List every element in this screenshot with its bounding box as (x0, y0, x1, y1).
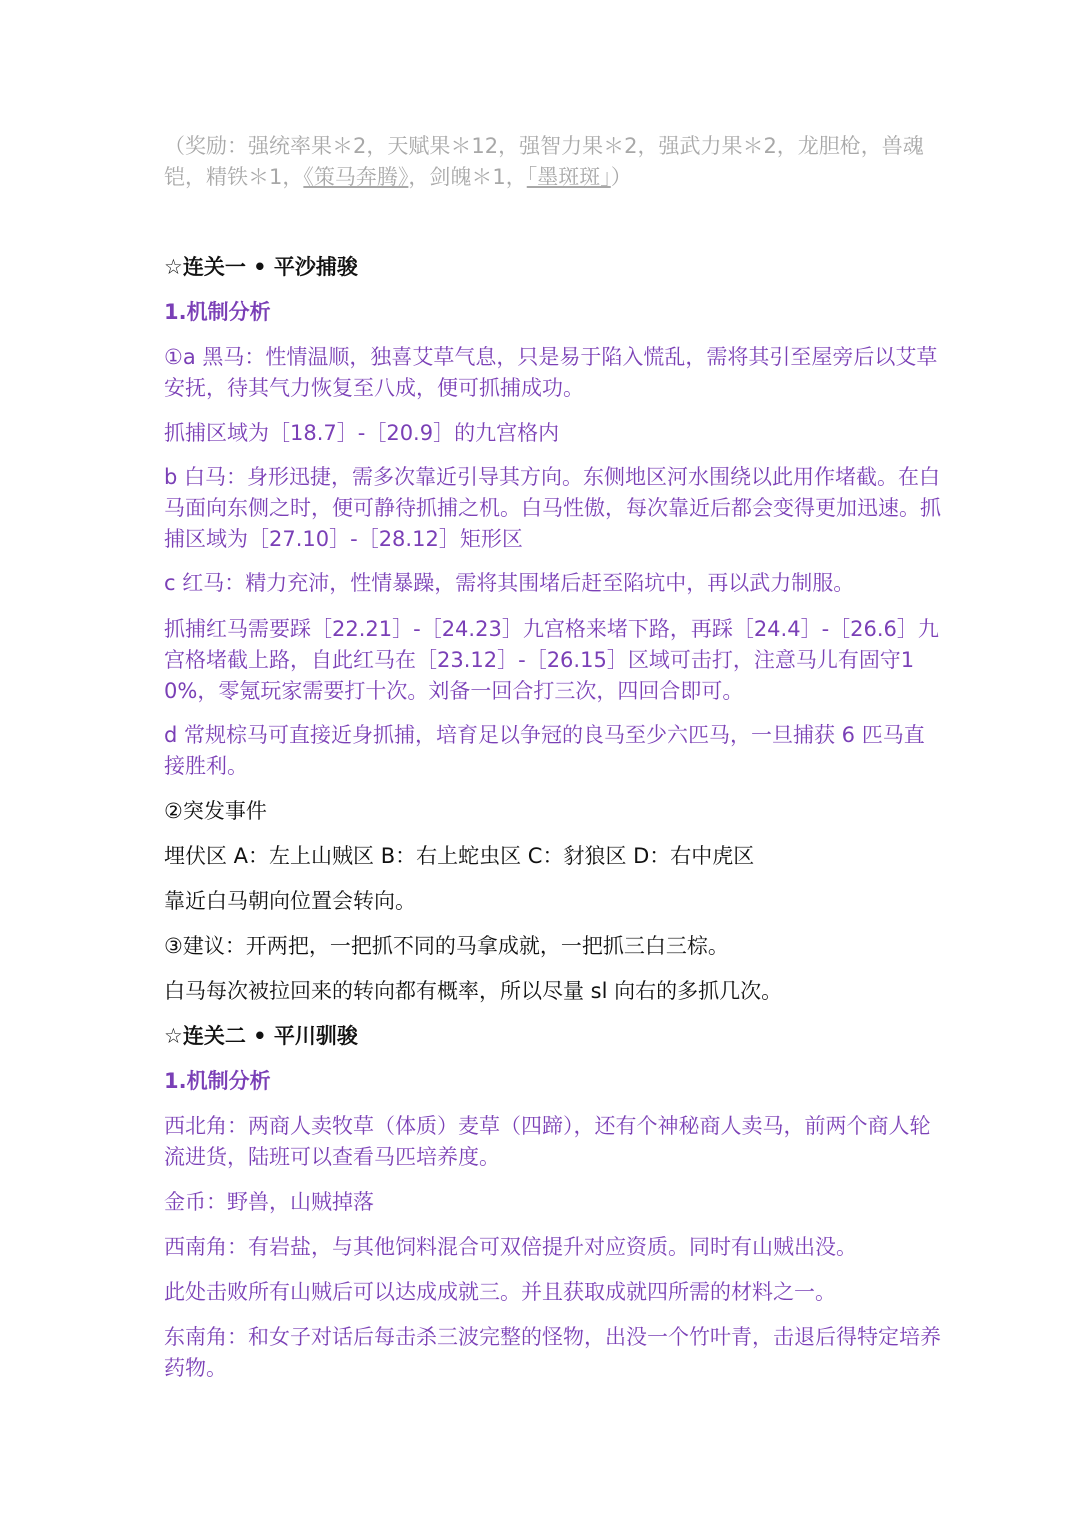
red-horse-detail: 抓捕红马需要踩［22.21］-［24.23］九宫格来堵下路，再踩［24.4］-［26.6］九宫格堵截上路，自此红马在［23.12］-［26.15］区域可击打，注意马儿有固守10%，零氪玩家需要打十次。刘备一回合打三次，四回合即可。 (164, 617, 939, 703)
reward-line (164, 131, 944, 193)
reward-prefix: （奖励：强统率果＊2，天赋果＊12，强智力果＊2，强武力果＊2，龙胆枪，兽魂铠，精铁＊1， (164, 134, 924, 189)
reward-suffix: ） (610, 165, 632, 189)
section1-title: ☆连关一 • 平沙捕骏 (164, 255, 358, 279)
brown-horse-description: d 常规棕马可直接近身抓捕，培育足以争冠的良马至少六匹马，一旦捕获 6 匹马直接胜利。 (164, 723, 925, 778)
white-horse-description: b 白马：身形迅捷，需多次靠近引导其方向。东侧地区河水围绕以此用作堵截。在白马面向东侧之时，便可静待抓捕之机。白马性傲，每次靠近后都会变得更加迅速。抓捕区域为［27.10］-［28.12］矩形区 (164, 465, 941, 551)
reward-mid: ，剑魄＊1， (408, 165, 527, 189)
advice-line-2: 白马每次被拉回来的转向都有概率，所以尽量 sl 向右的多抓几次。 (164, 979, 783, 1003)
southwest-corner: 西南角：有岩盐，与其他饲料混合可双倍提升对应资质。同时有山贼出没。 (164, 1235, 857, 1259)
section1-mechanism-heading: 1.机制分析 (164, 300, 271, 324)
section2-title: ☆连关二 • 平川驯骏 (164, 1024, 358, 1048)
northwest-corner: 西北角：两商人卖牧草（体质）麦草（四蹄），还有个神秘商人卖马，前两个商人轮流进货，陆班可以查看马匹培养度。 (164, 1114, 931, 1169)
southeast-corner: 东南角：和女子对话后每击杀三波完整的怪物，出没一个竹叶青，击退后得特定培养药物。 (164, 1325, 941, 1380)
red-horse-description: c 红马：精力充沛，性情暴躁，需将其围堵后赶至陷坑中，再以武力制服。 (164, 571, 855, 595)
black-horse-description: ①a 黑马：性情温顺，独喜艾草气息，只是易于陷入慌乱，需将其引至屋旁后以艾草安抚，待其气力恢复至八成，便可抓捕成功。 (164, 345, 938, 400)
reward-item-link[interactable]: 「墨斑斑」 (526, 165, 611, 189)
southwest-corner-2: 此处击败所有山贼后可以达成成就三。并且获取成就四所需的材料之一。 (164, 1280, 836, 1304)
black-horse-area: 抓捕区域为［18.7］-［20.9］的九宫格内 (164, 421, 560, 445)
section2-mechanism-heading: 1.机制分析 (164, 1069, 271, 1093)
ambush-zones: 埋伏区 A：左上山贼区 B：右上蛇虫区 C：豺狼区 D：右中虎区 (164, 844, 755, 868)
reward-book-link[interactable]: 《策马奔腾》 (303, 165, 409, 189)
turn-note: 靠近白马朝向位置会转向。 (164, 889, 416, 913)
event-heading: ②突发事件 (164, 799, 267, 823)
advice-line: ③建议：开两把，一把抓不同的马拿成就，一把抓三白三棕。 (164, 934, 729, 958)
coins-note: 金币：野兽，山贼掉落 (164, 1190, 374, 1214)
